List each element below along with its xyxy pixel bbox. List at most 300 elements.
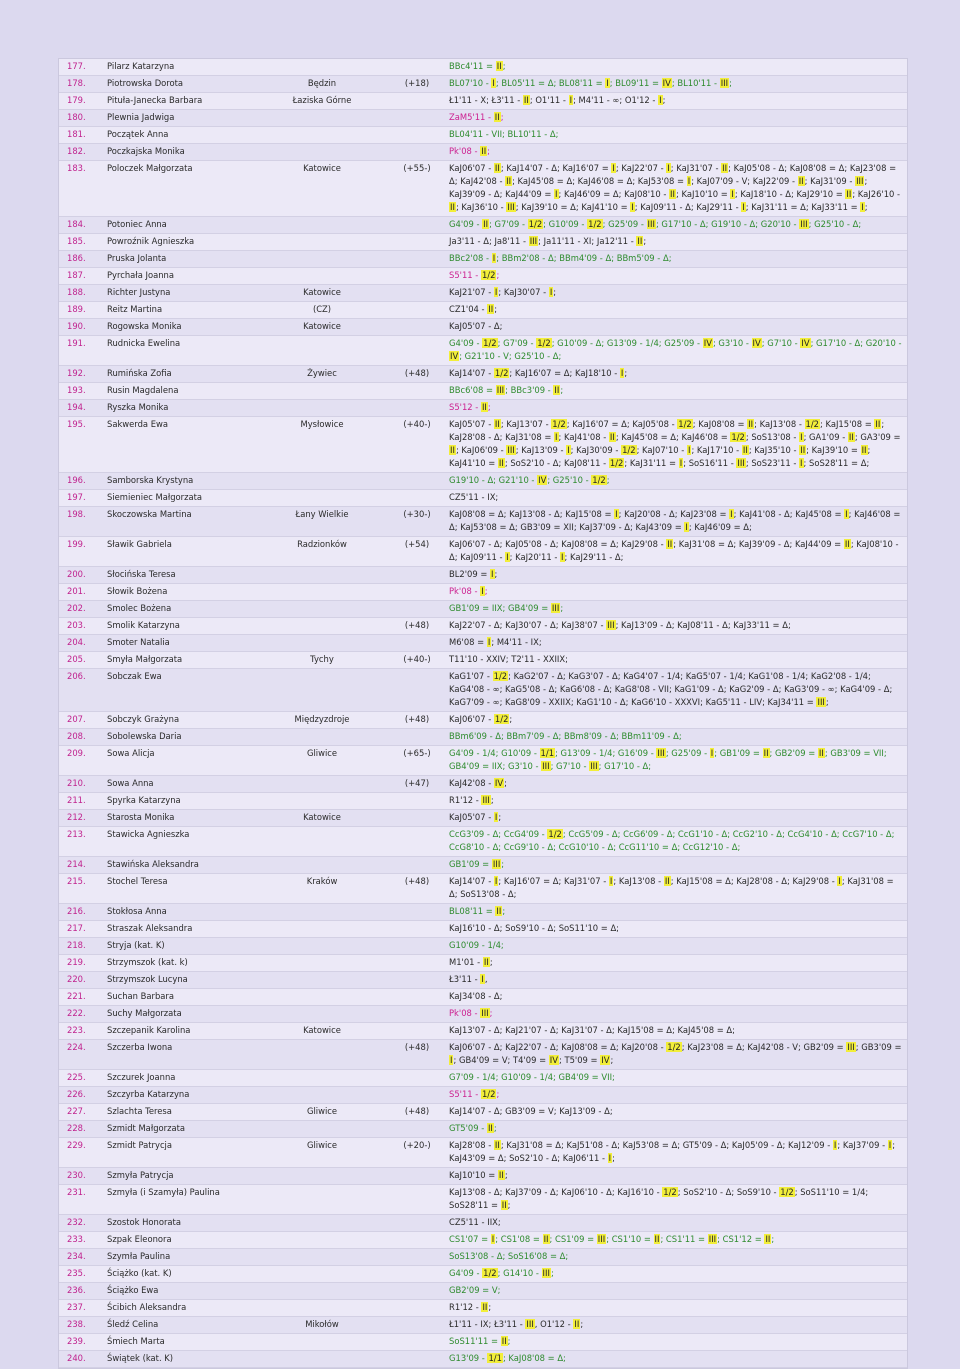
competitor-age: (+18) [388,76,445,93]
table-row [59,1215,907,1232]
results-cell [445,1185,907,1215]
result-text: M1'01 - [449,957,483,968]
result-text: ; KaJ30'09 - [570,445,622,456]
table-row [59,251,907,268]
result-text: ; CS1'11 = [660,1234,708,1245]
placement-highlight: 1/2 [481,1089,496,1100]
competitor-age: (+40-) [388,652,445,669]
results-cell [445,1283,907,1300]
result-text: Pk'08 - [449,586,481,597]
results-cell [445,1334,907,1351]
competitor-age: (+40-) [388,417,445,473]
result-text: G4'09 - 1/4; G10'09 - [449,748,540,759]
result-text: S5'12 - [449,402,481,413]
placement-highlight: II [846,189,852,200]
result-text: ; [610,1055,614,1066]
result-text: ; [507,1336,511,1347]
table-row [59,601,907,618]
result-text: ; KaJ41'10 = [449,445,871,469]
competitor-city: (CZ) [255,302,388,319]
competitor-name: Samborska Krystyna [103,473,255,490]
result-text: ; G7'10 - [550,761,590,772]
results-cell [445,904,907,921]
competitor-name: Rumińska Zofia [103,366,255,383]
competitor-name: Świątek (kat. K) [103,1351,255,1368]
row-number: 179. [59,93,103,110]
result-text: ; KaJ16'07 = Δ; KaJ18'10 - [509,368,620,379]
placement-highlight: IV [450,351,459,362]
competitor-age [388,1006,445,1023]
row-number: 177. [59,59,103,76]
competitor-age [388,729,445,746]
results-cell [445,712,907,729]
placement-highlight: II [554,385,560,396]
result-text: , [484,974,488,985]
result-text: ; GB1'09 = [714,748,763,759]
result-text: ; M4'11 - IX; [491,637,542,648]
row-number: 226. [59,1087,103,1104]
results-cell [445,584,907,601]
competitor-age: (+55-) [388,161,445,217]
row-number: 232. [59,1215,103,1232]
competitor-name: Suchan Barbara [103,989,255,1006]
results-cell [445,1351,907,1368]
placement-highlight: I [494,812,498,823]
result-text: ; [487,146,490,157]
competitor-name: Richter Justyna [103,285,255,302]
result-text: ; KaJ17'10 - [691,445,742,456]
row-number: 236. [59,1283,103,1300]
result-text: ; KaJ09'11 - Δ; KaJ29'11 - [634,202,742,213]
result-text: ; KaJ13'07 - [500,419,552,430]
table-row [59,921,907,938]
competitor-name: Początek Anna [103,127,255,144]
table-row [59,938,907,955]
result-text: KaJ42'08 - [449,778,494,789]
competitor-city [255,857,388,874]
row-number: 197. [59,490,103,507]
competitor-age [388,473,445,490]
placement-highlight: I [481,974,484,985]
placement-highlight: I [731,189,734,200]
results-cell [445,1121,907,1138]
results-cell [445,921,907,938]
results-cell [445,251,907,268]
row-number: 215. [59,874,103,904]
results-cell [445,1300,907,1317]
placement-highlight: I [606,78,609,89]
competitor-city [255,1300,388,1317]
competitor-city [255,669,388,712]
placement-highlight: I [845,509,848,520]
competitor-age [388,857,445,874]
results-cell [445,366,907,383]
placement-highlight: 1/2 [592,475,606,486]
result-text: ; Ja11'11 - XI; Ja12'11 - [538,236,637,247]
placement-highlight: I [612,163,615,174]
result-text: ; KaJ20'11 - [509,552,561,563]
competitor-age: (+65-) [388,746,445,776]
competitor-city [255,776,388,793]
result-text: ; [490,795,494,806]
results-cell [445,59,907,76]
placement-highlight: I [481,586,484,597]
placement-highlight: II [848,432,854,443]
competitor-city [255,989,388,1006]
result-text: G7'09 - 1/4; G10'09 - 1/4; GB4'09 = VII; [449,1072,615,1083]
table-row [59,110,907,127]
competitor-city [255,1168,388,1185]
competitor-age [388,1215,445,1232]
result-text: KaJ13'08 - Δ; KaJ37'09 - Δ; KaJ06'10 - Δ; KaJ16'10 - [449,1187,663,1198]
competitor-city [255,1215,388,1232]
competitor-city: Żywiec [255,366,388,383]
competitor-age [388,1266,445,1283]
competitor-age: (+47) [388,776,445,793]
result-text: ; [502,61,506,71]
result-text: ; KaJ30'07 - [498,287,549,298]
row-number: 199. [59,537,103,567]
placement-highlight: 1/2 [548,829,562,840]
result-text: ; BL05'11 = Δ; BL08'11 = [495,78,606,89]
placement-highlight: 1/2 [780,1187,794,1198]
competitor-age: (+48) [388,1104,445,1121]
competitor-city [255,1334,388,1351]
placement-highlight: I [620,368,624,379]
placement-highlight: III [507,202,515,213]
table-row [59,383,907,400]
placement-highlight: II [670,189,675,200]
result-text: ; [494,304,498,315]
result-text: ; [498,812,502,823]
result-text: Ł1'11 - IX; Ł3'11 - [449,1319,526,1330]
result-text: Pk'08 - [449,146,481,157]
result-text: ; KaJ41'08 - Δ; KaJ45'08 = [733,509,845,520]
placement-highlight: II [722,163,728,174]
result-text: KaJ05'07 - [449,812,494,823]
competitor-city [255,827,388,857]
placement-highlight: I [861,202,864,213]
result-text: BBc2'08 - [449,253,492,264]
competitor-age [388,319,445,336]
result-text: ; SoS2'10 - Δ; SoS9'10 - [677,1187,780,1198]
competitor-city [255,127,388,144]
result-text: ; [509,714,513,725]
result-text: ; KaJ16'07 = Δ; KaJ05'08 - [566,419,678,430]
competitor-city [255,383,388,400]
placement-highlight: II [543,1234,549,1245]
placement-highlight: III [720,78,729,89]
row-number: 214. [59,857,103,874]
results-cell [445,336,907,366]
result-text: ; KaJ31'11 = Δ; KaJ33'11 = [745,202,861,213]
table-row [59,217,907,234]
result-text: ; G7'09 - [497,338,537,349]
placement-highlight: III [507,445,515,456]
result-text: ; G25'09 - [665,748,710,759]
result-text: KaJ05'07 - Δ; [449,321,503,332]
competitor-city: Katowice [255,1023,388,1040]
placement-highlight: II [450,445,455,456]
result-text: ; KaJ31'08 = Δ; SoS13'08 - Δ; [449,876,894,900]
results-table-body [59,59,907,1368]
competitor-age [388,1283,445,1300]
placement-highlight: I [567,445,570,456]
result-text: ; T5'09 = [559,1055,601,1066]
result-text: ; [553,287,557,298]
result-text: ; [580,1319,584,1330]
competitor-city: Będzin [255,76,388,93]
competitor-age [388,110,445,127]
result-text: ZaM5'11 - [449,112,494,123]
placement-highlight: III [482,795,490,806]
result-text: ; KaJ39'09 - Δ; KaJ44'09 = [449,176,868,200]
result-text: ; SoS13'08 - [745,432,800,443]
competitor-name: Sobolewska Daria [103,729,255,746]
placement-highlight: I [609,876,613,887]
placement-highlight: II [765,1234,771,1245]
row-number: 218. [59,938,103,955]
result-text: ; [504,1170,508,1181]
result-text: KaJ21'07 - [449,287,494,298]
results-cell [445,537,907,567]
row-number: 194. [59,400,103,417]
results-table-page [58,58,908,1369]
results-cell [445,400,907,417]
competitor-age [388,1334,445,1351]
result-text: BBc6'08 = [449,385,496,396]
results-cell [445,1006,907,1023]
results-cell [445,955,907,972]
table-row [59,366,907,383]
result-text: ; KaJ35'10 - [748,445,800,456]
table-row [59,1249,907,1266]
placement-highlight: II [496,906,502,917]
results-cell [445,1249,907,1266]
placement-highlight: II [450,202,455,213]
row-number: 201. [59,584,103,601]
result-text: ; G17'10 - Δ; G20'10 - [810,338,902,349]
result-text: ; GB4'09 = V; T4'09 = [453,1055,549,1066]
result-text: CZ1'04 - [449,304,488,315]
row-number: 193. [59,383,103,400]
competitor-age [388,669,445,712]
competitor-city: Katowice [255,161,388,217]
results-cell [445,810,907,827]
table-row [59,76,907,93]
row-number: 212. [59,810,103,827]
placement-highlight: I [561,552,564,563]
results-cell [445,1040,907,1070]
results-cell [445,319,907,336]
placement-highlight: I [487,637,491,648]
result-text: ; KaJ18'10 - Δ; KaJ29'10 = [734,189,846,200]
result-text: ; KaJ46'09 = Δ; [688,522,752,533]
competitor-name: Spyrka Katarzyna [103,793,255,810]
competitor-city [255,59,388,76]
competitor-name: Poloczek Małgorzata [103,161,255,217]
placement-highlight: III [800,219,808,230]
placement-highlight: II [844,539,850,550]
placement-highlight: II [763,748,769,759]
competitor-city [255,635,388,652]
competitor-name: Sławik Gabriela [103,537,255,567]
results-cell [445,144,907,161]
competitor-city [255,251,388,268]
competitor-age: (+20-) [388,1138,445,1168]
competitor-name: Strzymszok (kat. k) [103,955,255,972]
competitor-name: Reitz Martina [103,302,255,319]
result-text: BL2'09 = [449,569,491,580]
placement-highlight: III [526,1319,534,1330]
competitor-city [255,217,388,234]
result-text: KaJ34'08 - Δ; [449,991,503,1002]
table-row [59,507,907,537]
competitor-name: Ściążko (kat. K) [103,1266,255,1283]
result-text: ; [612,1153,615,1164]
result-text: ; KaJ08'08 = Δ; [502,1353,566,1364]
placement-highlight: II [637,236,643,247]
result-text: ; [550,1268,554,1279]
placement-highlight: II [494,1140,500,1151]
result-text: ; G7'09 - [489,219,528,230]
table-row [59,1185,907,1215]
competitor-city [255,618,388,635]
result-text: GB2'09 = V; [449,1285,501,1296]
result-text: ; KaJ46'08 = Δ; KaJ53'08 = Δ; GB3'09 = XII; KaJ37'09 - Δ; KaJ43'09 = [449,509,901,533]
table-row [59,285,907,302]
competitor-name: Szczyrba Katarzyna [103,1087,255,1104]
competitor-name: Ryszka Monika [103,400,255,417]
table-row [59,618,907,635]
row-number: 184. [59,217,103,234]
result-text: KaJ13'07 - Δ; KaJ21'07 - Δ; KaJ31'07 - Δ; KaJ15'08 = Δ; KaJ45'08 = Δ; [449,1025,735,1036]
competitor-age [388,1023,445,1040]
competitor-name: Szczerba Iwona [103,1040,255,1070]
competitor-age [388,1185,445,1215]
row-number: 178. [59,76,103,93]
result-text: CS1'07 = [449,1234,491,1245]
competitor-name: Pilarz Katarzyna [103,59,255,76]
result-text: ; CcG5'09 - Δ; CcG6'09 - Δ; CcG1'10 - Δ; CcG2'10 - Δ; CcG4'10 - Δ; CcG7'10 - Δ; CcG8'10 - Δ; CcG9'10 - Δ; CcG10'10 - Δ; CcG11'10 = Δ; CcG12'10 - Δ; [449,829,895,853]
result-text: ; CS1'12 = [717,1234,765,1245]
result-text: BL04'11 - VII; BL10'11 - Δ; [449,129,559,140]
table-row [59,127,907,144]
table-row [59,729,907,746]
results-cell [445,1023,907,1040]
row-number: 192. [59,366,103,383]
table-row [59,59,907,76]
result-text: ; GA3'09 = [854,432,901,443]
competitor-name: Pituła-Janecka Barbara [103,93,255,110]
table-row [59,1121,907,1138]
competitor-age [388,904,445,921]
competitor-age [388,793,445,810]
row-number: 188. [59,285,103,302]
result-text: KaJ10'10 = [449,1170,498,1181]
result-text: SoS11'11 = [449,1336,501,1347]
result-text: ; KaJ13'08 - [754,419,805,430]
placement-highlight: II [654,1234,660,1245]
results-cell [445,76,907,93]
competitor-city [255,1070,388,1087]
result-text: Ł3'11 - [449,974,481,985]
table-row [59,302,907,319]
row-number: 217. [59,921,103,938]
result-text: ; KaJ36'10 - [455,202,507,213]
table-row [59,1300,907,1317]
competitor-city [255,110,388,127]
row-number: 234. [59,1249,103,1266]
row-number: 224. [59,1040,103,1070]
competitor-age [388,1300,445,1317]
row-number: 225. [59,1070,103,1087]
competitor-city: Łany Wielkie [255,507,388,537]
competitor-age [388,1249,445,1266]
row-number: 227. [59,1104,103,1121]
competitor-age [388,336,445,366]
competitor-city [255,793,388,810]
competitor-city: Mysłowice [255,417,388,473]
results-cell [445,746,907,776]
row-number: 230. [59,1168,103,1185]
result-text: BBc4'11 = [449,61,496,71]
result-text: ; [488,1302,492,1313]
competitor-name: Straszak Aleksandra [103,921,255,938]
result-text: GB1'09 = IIX; GB4'09 = [449,603,551,614]
result-text: ; KaJ28'08 - Δ; KaJ31'08 = [449,419,885,443]
competitor-city [255,490,388,507]
competitor-name: Ścibich Aleksandra [103,1300,255,1317]
table-row [59,1070,907,1087]
placement-highlight: I [659,95,662,106]
result-text: ; G14'10 - [497,1268,542,1279]
competitor-city [255,567,388,584]
row-number: 220. [59,972,103,989]
placement-highlight: 1/2 [663,1187,677,1198]
competitor-age [388,234,445,251]
placement-highlight: I [800,432,803,443]
table-row [59,989,907,1006]
placement-highlight: 1/2 [528,219,543,230]
result-text: ; [484,586,488,597]
results-cell [445,507,907,537]
competitor-name: Szymła Paulina [103,1249,255,1266]
competitor-city [255,234,388,251]
results-cell [445,857,907,874]
competitor-age [388,93,445,110]
competitor-name: Szmyła Patrycja [103,1168,255,1185]
competitor-city [255,400,388,417]
competitor-name: Potoniec Anna [103,217,255,234]
competitor-city: Łaziska Górne [255,93,388,110]
placement-highlight: II [494,419,500,430]
competitor-name: Szlachta Teresa [103,1104,255,1121]
result-text: CcG3'09 - Δ; CcG4'09 - [449,829,548,840]
placement-highlight: II [875,419,881,430]
placement-highlight: 1/2 [667,1042,681,1053]
competitor-name: Szmidt Patrycja [103,1138,255,1168]
table-row [59,490,907,507]
placement-highlight: I [667,163,670,174]
competitor-city: Katowice [255,319,388,336]
competitor-name: Słowik Bożena [103,584,255,601]
result-text: ; KaJ31'08 = Δ; KaJ39'09 - Δ; KaJ44'09 = [673,539,844,550]
placement-highlight: IV [703,338,712,349]
competitor-name: Pyrchała Joanna [103,268,255,285]
result-text: ; O1'11 - [529,95,569,106]
competitor-name: Smolec Bożena [103,601,255,618]
